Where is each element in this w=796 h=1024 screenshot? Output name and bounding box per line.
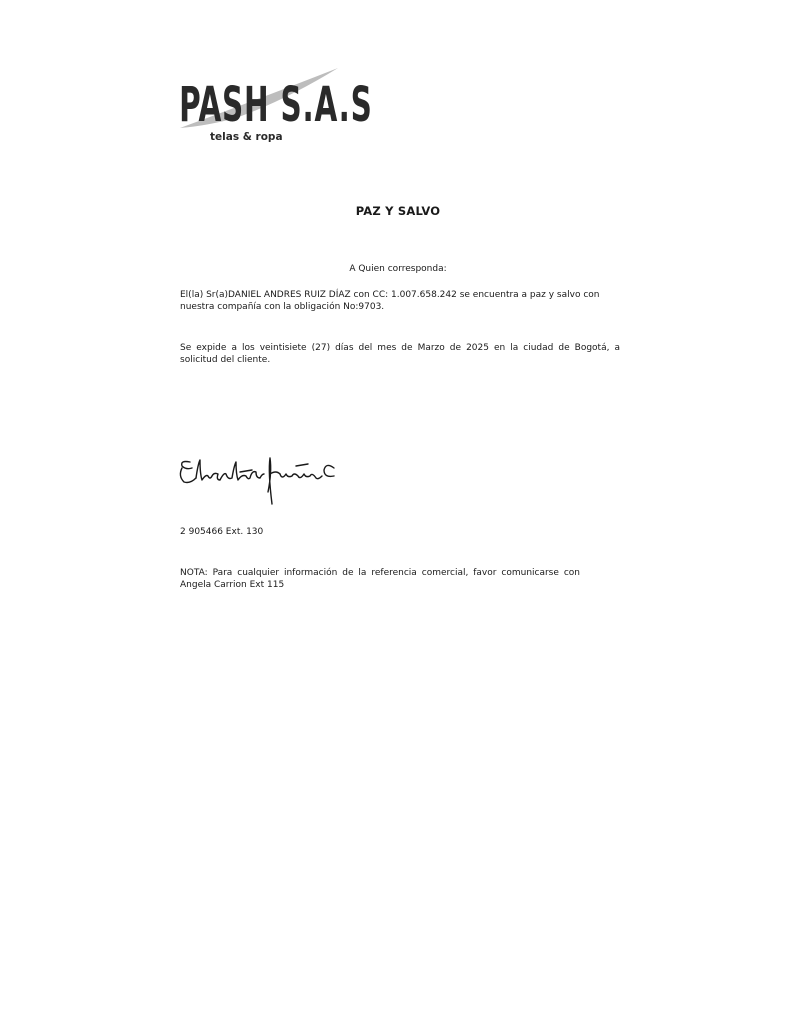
company-logo: [176, 66, 373, 146]
svg-text:telas & ropa: telas & ropa: [210, 131, 283, 143]
issue-line-2: solicitud del cliente.: [180, 355, 271, 365]
issue-line-1: Se expide a los veintisiete (27) días del mes de Marzo de 2025 en la ciudad de Bogotá, a: [180, 343, 620, 353]
document-title: PAZ Y SALVO: [355, 204, 441, 218]
clearance-line-1: El(la) Sr(a)DANIEL ANDRES RUIZ DÍAZ con CC: 1.007.658.242 se encuentra a paz y salvo con: [180, 290, 600, 300]
note-line-2: Angela Carrion Ext 115: [180, 580, 285, 590]
issue-statement: [180, 342, 620, 366]
clearance-line-2: nuestra compañía con la obligación No:9703.: [180, 302, 385, 312]
phone-extension: 2 905466 Ext. 130: [180, 527, 264, 537]
svg-text:PASH S.A.S: PASH S.A.S: [179, 76, 373, 133]
clearance-statement: [180, 289, 620, 313]
note: [180, 567, 580, 591]
handwritten-signature: [176, 452, 338, 508]
note-line-1: NOTA: Para cualquier información de la referencia comercial, favor comunicarse con: [180, 568, 580, 578]
greeting: A Quien corresponda:: [349, 264, 447, 274]
